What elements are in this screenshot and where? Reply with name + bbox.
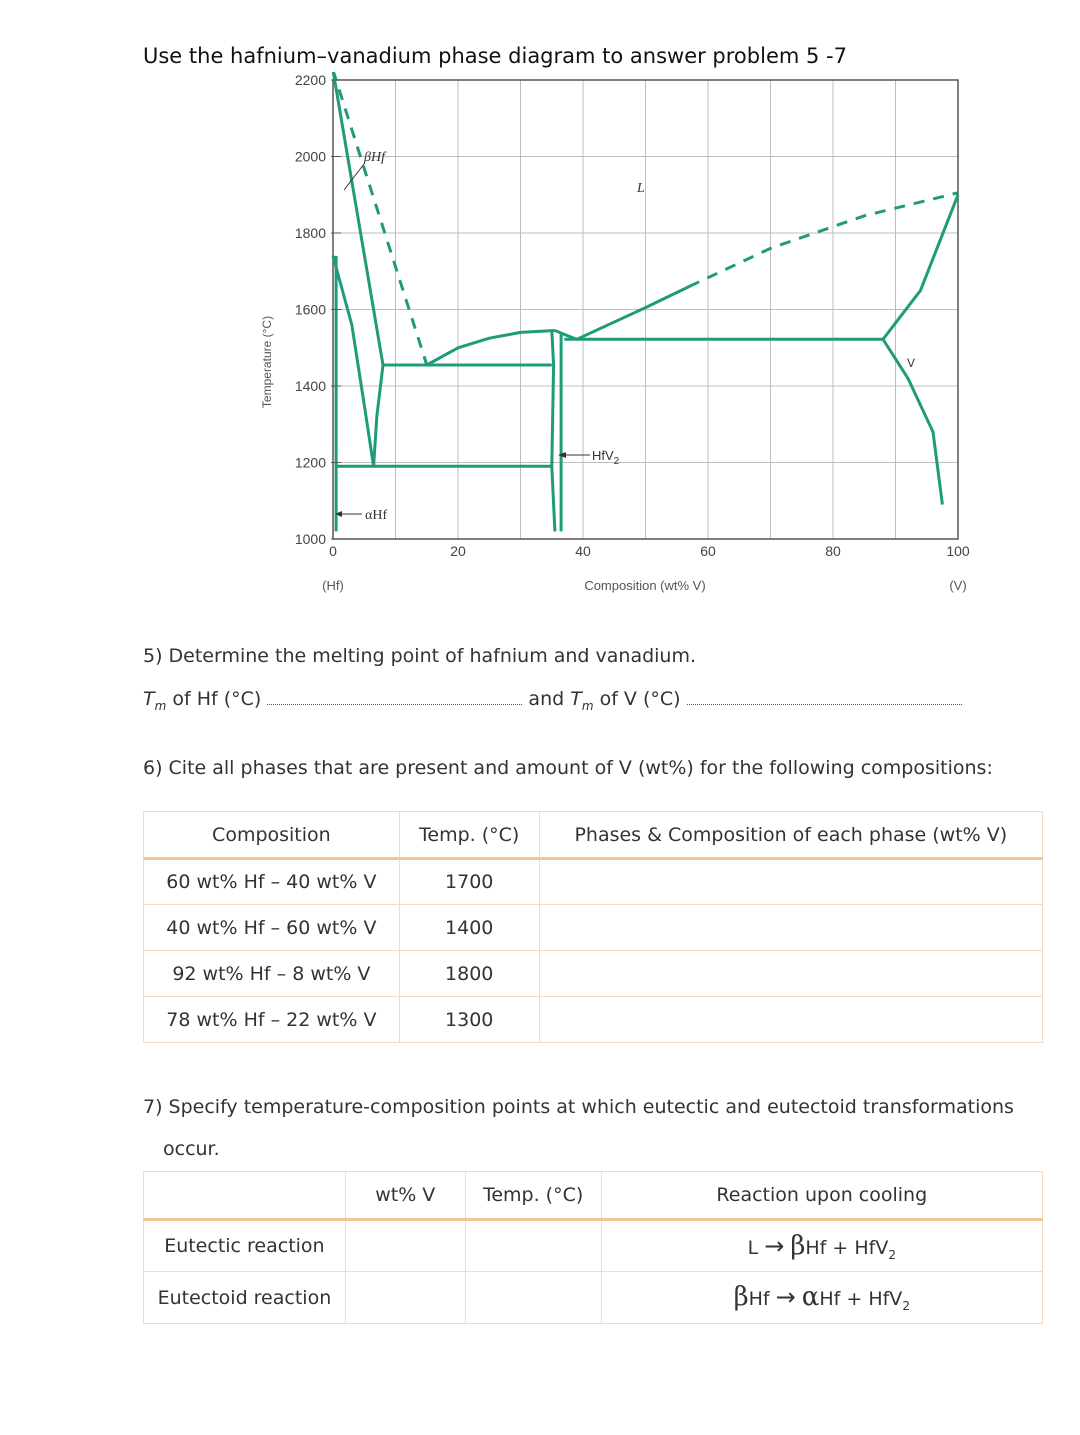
y-tick-label: 1600 bbox=[294, 301, 326, 318]
composition-cell: 78 wt% Hf – 22 wt% V bbox=[144, 997, 400, 1043]
phases-table bbox=[143, 811, 1043, 1043]
temp-cell: 1800 bbox=[399, 951, 539, 997]
header-composition: Composition bbox=[144, 812, 400, 859]
tm-symbol-v bbox=[570, 688, 594, 713]
table-row bbox=[144, 951, 1043, 997]
x-axis-label: Composition (wt% V) bbox=[584, 578, 706, 593]
x-tick-label: 60 bbox=[700, 543, 716, 559]
alpha-hf-label: αHf bbox=[365, 508, 388, 523]
wt-answer-cell[interactable] bbox=[345, 1272, 465, 1324]
phases-answer-cell[interactable] bbox=[539, 997, 1042, 1043]
liquidus-v-side-dashed bbox=[689, 193, 958, 287]
tm-letter: T bbox=[143, 688, 155, 710]
x-tick-label: 100 bbox=[946, 543, 970, 559]
temp-cell: 1700 bbox=[399, 859, 539, 905]
x-end-label-hf: (Hf) bbox=[322, 578, 344, 593]
liquid-label: L bbox=[637, 181, 645, 196]
table-row bbox=[144, 859, 1043, 905]
hfv2-label-main: HfV bbox=[592, 448, 614, 463]
reactions-table bbox=[143, 1171, 1043, 1324]
axis-ticks bbox=[295, 72, 970, 559]
tm-symbol-hf bbox=[143, 688, 167, 713]
phases-answer-cell[interactable] bbox=[539, 905, 1042, 951]
x-tick-label: 0 bbox=[329, 543, 337, 559]
x-tick-label: 40 bbox=[575, 543, 591, 559]
table-row bbox=[144, 1220, 1043, 1272]
y-tick-label: 1200 bbox=[294, 454, 326, 471]
reactant: L bbox=[747, 1236, 759, 1259]
product: Hf + HfV bbox=[805, 1236, 889, 1259]
beta-symbol: β bbox=[790, 1230, 806, 1261]
v-phase-label: V bbox=[907, 356, 916, 370]
header-phases: Phases & Composition of each phase (wt% V) bbox=[539, 812, 1042, 859]
composition-cell: 40 wt% Hf – 60 wt% V bbox=[144, 905, 400, 951]
header-wt: wt% V bbox=[345, 1172, 465, 1220]
reaction-cell bbox=[601, 1220, 1042, 1272]
tm-hf-label: of Hf (°C) bbox=[172, 688, 262, 710]
tm-v-label: of V (°C) bbox=[599, 688, 681, 710]
wt-answer-cell[interactable] bbox=[345, 1220, 465, 1272]
beta-hf-solidus bbox=[333, 72, 383, 365]
question-5-answer-line bbox=[143, 688, 962, 713]
temp-answer-cell[interactable] bbox=[465, 1220, 601, 1272]
reaction-label: Eutectic reaction bbox=[144, 1220, 346, 1272]
x-tick-label: 20 bbox=[450, 543, 466, 559]
tm-sub-v: m bbox=[581, 698, 594, 713]
question-7-line-2: occur. bbox=[163, 1138, 220, 1160]
x-end-label-v: (V) bbox=[949, 578, 967, 593]
y-axis-label: Temperature (°C) bbox=[260, 315, 274, 409]
hfv2-label bbox=[592, 448, 620, 467]
phase-diagram bbox=[240, 72, 980, 602]
reaction-label: Eutectoid reaction bbox=[144, 1272, 346, 1324]
and-text: and bbox=[528, 688, 565, 710]
beta-to-alpha-left bbox=[333, 256, 374, 466]
liquidus-v-side-solid bbox=[577, 287, 689, 340]
header-blank bbox=[144, 1172, 346, 1220]
beta-hf-label: βHf bbox=[364, 150, 385, 165]
liquidus-hf-side bbox=[333, 72, 427, 365]
product: Hf + HfV bbox=[819, 1288, 903, 1311]
tm-letter-v: T bbox=[570, 688, 582, 710]
beta-hf-solvus bbox=[374, 365, 383, 466]
arrow-icon: → bbox=[764, 1231, 785, 1260]
tm-v-answer-blank[interactable] bbox=[687, 690, 962, 705]
hfv2-label-sub: 2 bbox=[613, 456, 620, 467]
page-heading: Use the hafnium–vanadium phase diagram to answer problem 5 -7 bbox=[143, 44, 847, 68]
header-reaction: Reaction upon cooling bbox=[601, 1172, 1042, 1220]
v-solidus bbox=[883, 195, 958, 339]
hfv2-left-boundary bbox=[552, 331, 555, 532]
y-tick-label: 1800 bbox=[294, 225, 326, 241]
product-sub: 2 bbox=[902, 1298, 910, 1313]
question-7-line-1: 7) Specify temperature-composition points at which eutectic and eutectoid transformations bbox=[143, 1096, 1014, 1118]
beta-symbol: β bbox=[733, 1282, 749, 1313]
reaction-cell bbox=[601, 1272, 1042, 1324]
header-temp: Temp. (°C) bbox=[399, 812, 539, 859]
y-tick-label: 1400 bbox=[294, 378, 326, 394]
y-tick-label: 2000 bbox=[294, 148, 326, 165]
reactant: Hf bbox=[748, 1288, 770, 1311]
question-6: 6) Cite all phases that are present and amount of V (wt%) for the following compositions: bbox=[143, 757, 993, 779]
header-temp: Temp. (°C) bbox=[465, 1172, 601, 1220]
composition-cell: 60 wt% Hf – 40 wt% V bbox=[144, 859, 400, 905]
composition-cell: 92 wt% Hf – 8 wt% V bbox=[144, 951, 400, 997]
temp-cell: 1400 bbox=[399, 905, 539, 951]
phases-answer-cell[interactable] bbox=[539, 859, 1042, 905]
x-tick-label: 80 bbox=[825, 543, 841, 559]
y-tick-label: 2200 bbox=[294, 72, 326, 88]
tm-hf-answer-blank[interactable] bbox=[267, 690, 522, 705]
grid bbox=[333, 80, 958, 539]
liquidus-hfv2-left bbox=[427, 331, 555, 366]
table-row bbox=[144, 997, 1043, 1043]
table-row bbox=[144, 905, 1043, 951]
tm-sub: m bbox=[154, 698, 167, 713]
table-row bbox=[144, 1272, 1043, 1324]
alpha-symbol: α bbox=[801, 1282, 820, 1313]
product-sub: 2 bbox=[888, 1247, 896, 1262]
temp-answer-cell[interactable] bbox=[465, 1272, 601, 1324]
temp-cell: 1300 bbox=[399, 997, 539, 1043]
arrow-icon: → bbox=[775, 1283, 796, 1312]
phases-answer-cell[interactable] bbox=[539, 951, 1042, 997]
y-tick-label: 1000 bbox=[294, 531, 326, 547]
question-5: 5) Determine the melting point of hafnium and vanadium. bbox=[143, 645, 697, 667]
